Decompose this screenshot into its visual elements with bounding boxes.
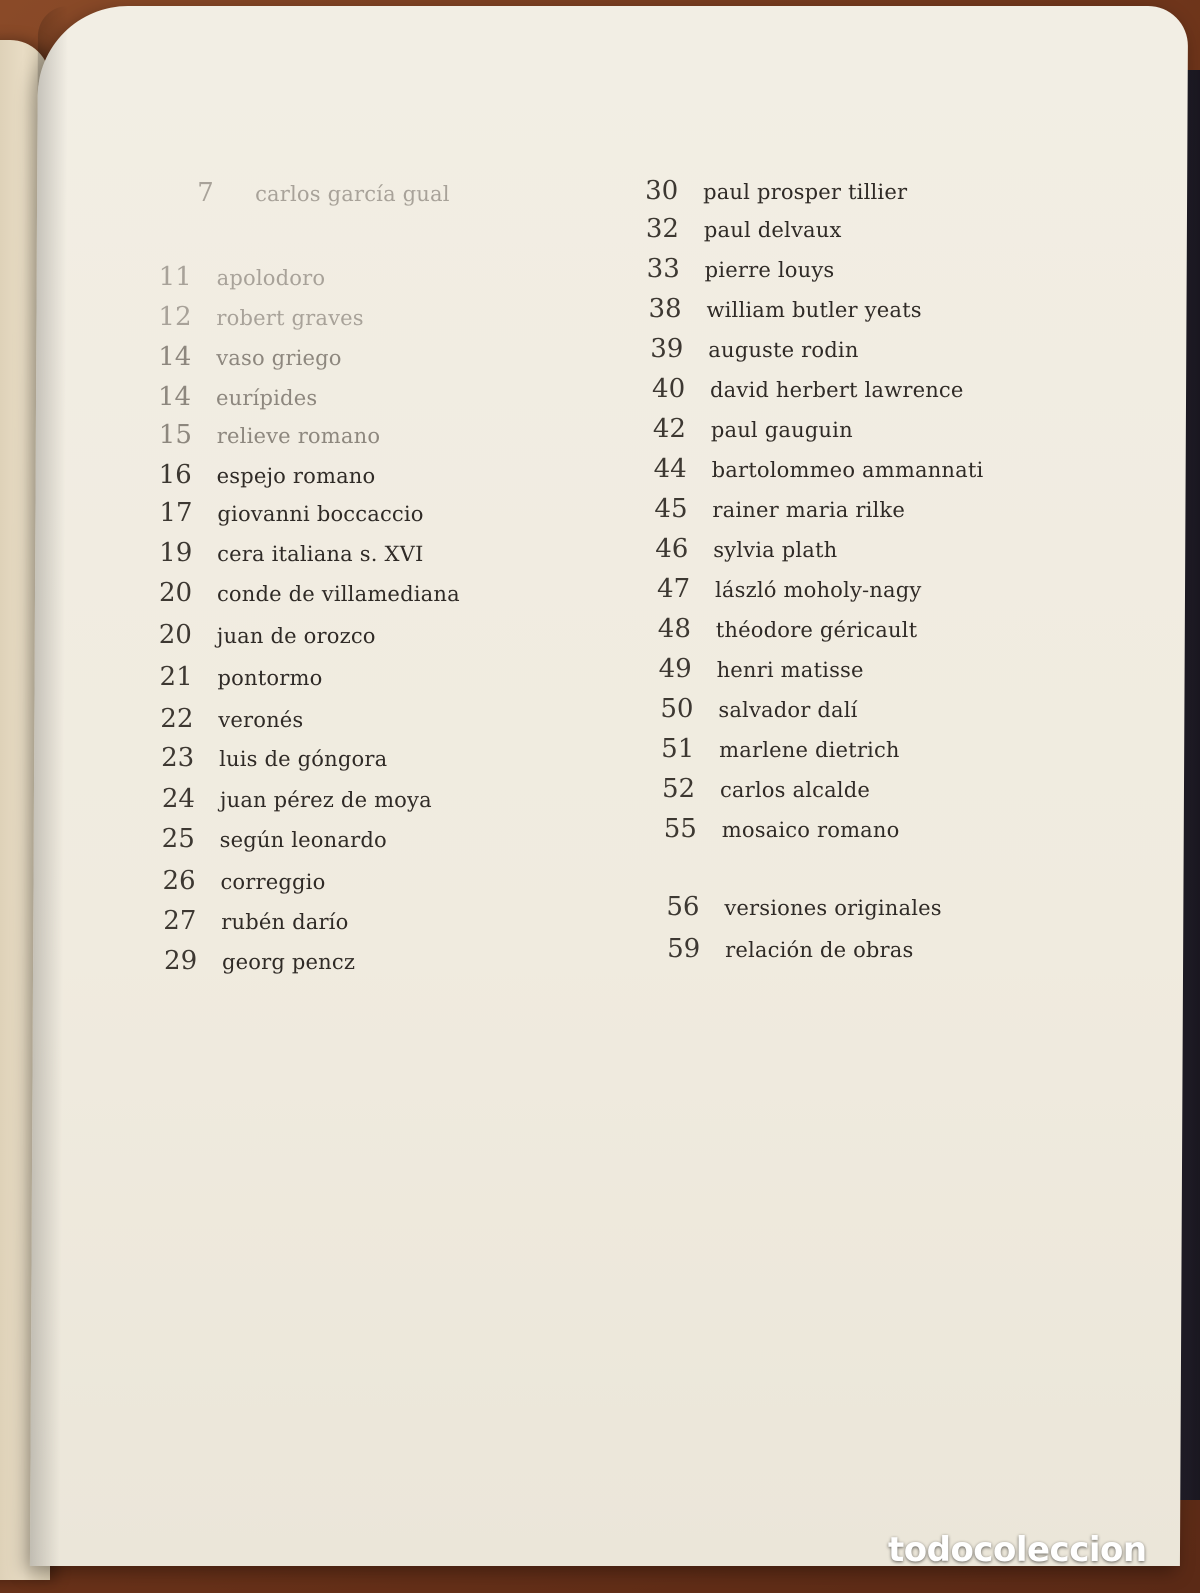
- entry-page-number: 11: [158, 262, 192, 292]
- entry-page-number: 29: [164, 946, 198, 976]
- entry-page-number: 25: [161, 824, 195, 854]
- entry-title: paul delvaux: [703, 218, 842, 242]
- entry-page-number: 14: [157, 382, 192, 412]
- toc-entry: [158, 302, 364, 332]
- entry-title: paul gauguin: [710, 418, 853, 442]
- entry-page-number: 59: [667, 934, 701, 964]
- entry-title: marlene dietrich: [719, 738, 900, 762]
- toc-entry: [650, 334, 858, 364]
- site-watermark: todocoleccion: [888, 1530, 1147, 1570]
- entry-page-number: 15: [158, 420, 193, 450]
- entry-title: juan de orozco: [216, 624, 376, 648]
- toc-entry: [653, 414, 853, 444]
- entry-page-number: 20: [158, 578, 193, 608]
- entry-title: cera italiana s. XVI: [217, 542, 424, 566]
- entry-title: rubén darío: [221, 910, 349, 934]
- toc-entry: [164, 946, 355, 976]
- toc-entry: [159, 460, 376, 490]
- toc-entry: [163, 906, 348, 936]
- toc-entry: [646, 214, 842, 244]
- entry-page-number: 40: [652, 374, 686, 404]
- entry-page-number: 42: [652, 414, 687, 444]
- entry-page-number: 17: [159, 498, 193, 528]
- toc-entry: [662, 774, 870, 804]
- toc-entry: [159, 498, 423, 528]
- entry-title: giovanni boccaccio: [217, 502, 424, 526]
- entry-title: mosaico romano: [721, 818, 900, 842]
- toc-entry: [159, 578, 460, 608]
- entry-page-number: 47: [656, 574, 691, 604]
- entry-page-number: 20: [158, 620, 192, 650]
- toc-entry: [661, 734, 900, 764]
- entry-title: carlos alcalde: [719, 778, 871, 802]
- entry-title: henri matisse: [716, 658, 864, 682]
- toc-entry: [159, 262, 326, 292]
- entry-title: versiones originales: [724, 896, 942, 920]
- toc-entry: [655, 534, 837, 564]
- index-page: [30, 6, 1188, 1566]
- entry-page-number: 55: [663, 814, 697, 844]
- entry-page-number: 39: [650, 334, 684, 364]
- entry-title: carlos garcía gual: [255, 182, 450, 206]
- entry-title: apolodoro: [216, 266, 326, 290]
- entry-title: luis de góngora: [219, 747, 388, 771]
- toc-entry: [158, 382, 317, 412]
- toc-entry: [667, 934, 914, 964]
- entry-page-number: 48: [657, 614, 691, 644]
- toc-entry: [660, 694, 857, 724]
- entry-title: conde de villamediana: [216, 582, 460, 606]
- entry-title: veronés: [218, 708, 304, 732]
- entry-page-number: 14: [158, 342, 192, 372]
- entry-title: robert graves: [216, 306, 364, 330]
- entry-page-number: 24: [161, 784, 196, 814]
- entry-page-number: 51: [661, 734, 695, 764]
- toc-entry: [159, 620, 376, 650]
- entry-title: william butler yeats: [706, 298, 922, 322]
- toc-entry: [159, 662, 322, 692]
- toc-entry: [658, 614, 918, 644]
- toc-entry: [657, 574, 922, 604]
- entry-title: eurípides: [215, 386, 318, 410]
- entry-page-number: 22: [160, 704, 194, 734]
- entry-page-number: 49: [658, 654, 692, 684]
- toc-entry: [158, 342, 342, 372]
- entry-page-number: 16: [158, 460, 192, 490]
- entry-page-number: 21: [159, 662, 193, 692]
- toc-entry: [162, 824, 387, 854]
- entry-page-number: 44: [653, 454, 687, 484]
- entry-title: théodore géricault: [715, 618, 918, 642]
- entry-title: georg pencz: [222, 950, 356, 974]
- toc-entry: [654, 494, 905, 524]
- entry-title: relación de obras: [725, 938, 914, 962]
- entry-page-number: 12: [158, 302, 192, 332]
- entry-title: relieve romano: [216, 424, 381, 448]
- entry-page-number: 33: [646, 254, 680, 284]
- toc-entry: [647, 254, 835, 284]
- entry-page-number: 38: [648, 294, 682, 324]
- entry-title: salvador dalí: [718, 698, 858, 722]
- toc-entry: [645, 176, 907, 206]
- toc-entry: [161, 743, 387, 773]
- entry-page-number: 32: [645, 214, 680, 244]
- toc-entry: [197, 178, 450, 208]
- entry-title: pontormo: [217, 666, 323, 690]
- entry-page-number: 46: [655, 534, 689, 564]
- entry-title: según leonardo: [219, 828, 387, 852]
- entry-title: espejo romano: [216, 464, 376, 488]
- entry-title: auguste rodin: [708, 338, 859, 362]
- entry-page-number: 19: [159, 538, 193, 568]
- entry-title: sylvia plath: [713, 538, 838, 562]
- toc-entry: [659, 654, 864, 684]
- toc-entry: [654, 454, 984, 484]
- entry-title: paul prosper tillier: [703, 180, 908, 204]
- entry-title: david herbert lawrence: [710, 378, 964, 402]
- entry-page-number: 26: [162, 866, 196, 896]
- entry-title: lászló moholy-nagy: [714, 578, 922, 602]
- toc-entry: [162, 866, 325, 896]
- entry-title: vaso griego: [216, 346, 342, 370]
- toc-entry: [652, 374, 964, 404]
- entry-page-number: 23: [161, 743, 195, 773]
- entry-title: juan pérez de moya: [219, 788, 432, 812]
- toc-entry: [648, 294, 921, 324]
- entry-title: bartolommeo ammannati: [711, 458, 984, 482]
- toc-entry: [664, 814, 900, 844]
- entry-page-number: 56: [666, 892, 700, 922]
- entry-page-number: 45: [654, 494, 688, 524]
- entry-page-number: 7: [197, 178, 214, 208]
- entry-page-number: 50: [660, 694, 694, 724]
- toc-entry: [160, 704, 303, 734]
- entry-page-number: 27: [163, 906, 197, 936]
- toc-entry: [666, 892, 942, 922]
- toc-entry: [159, 538, 423, 568]
- entry-title: rainer maria rilke: [712, 498, 906, 522]
- entry-title: correggio: [220, 870, 326, 894]
- toc-entry: [159, 420, 381, 450]
- entry-page-number: 30: [645, 176, 679, 206]
- entry-page-number: 52: [661, 774, 696, 804]
- toc-entry: [162, 784, 432, 814]
- entry-title: pierre louys: [704, 258, 835, 282]
